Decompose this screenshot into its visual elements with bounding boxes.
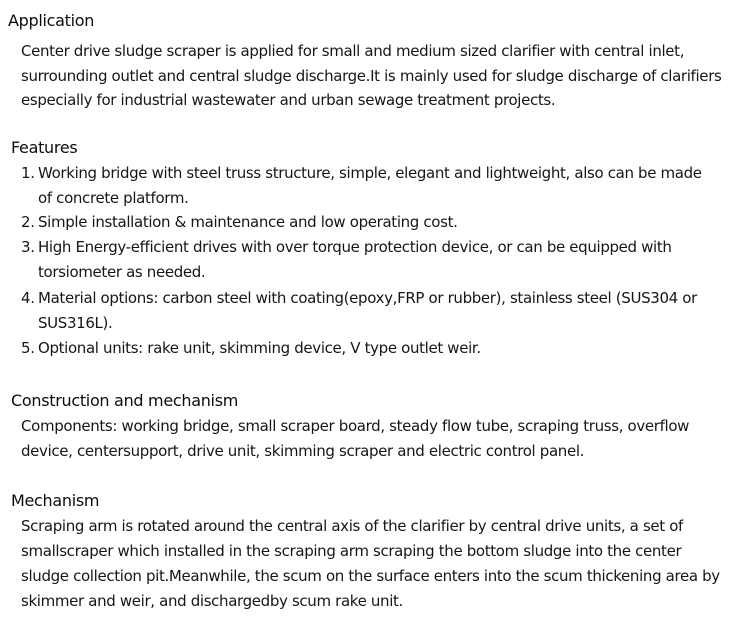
feature-text: Optional units: rake unit, skimming device, V type outlet weir. — [38, 339, 481, 357]
construction-text-line: Components: working bridge, small scraper board, steady flow tube, scraping truss, overflow — [21, 417, 690, 435]
mechanism-text-line: skimmer and weir, and dischargedby scum rake unit. — [21, 592, 403, 610]
feature-text: Working bridge with steel truss structure, simple, elegant and lightweight, also can be made — [38, 164, 702, 182]
features-heading: Features — [11, 138, 78, 157]
application-text-line: especially for industrial wastewater and urban sewage treatment projects. — [21, 91, 556, 109]
feature-text: Material options: carbon steel with coating(epoxy,FRP or rubber), stainless steel (SUS304 or — [38, 289, 697, 307]
mechanism-heading: Mechanism — [11, 491, 100, 510]
mechanism-text-line: Scraping arm is rotated around the central axis of the clarifier by central drive units, a set of — [21, 517, 683, 535]
feature-text-continuation: SUS316L). — [38, 314, 113, 332]
feature-number: 5. — [21, 339, 35, 357]
feature-text-continuation: torsiometer as needed. — [38, 263, 206, 281]
feature-text: High Energy-efficient drives with over torque protection device, or can be equipped with — [38, 238, 672, 256]
application-text-line: surrounding outlet and central sludge discharge.It is mainly used for sludge discharge of clarifiers — [21, 67, 722, 85]
application-heading: Application — [8, 11, 95, 30]
mechanism-text-line: sludge collection pit.Meanwhile, the scum on the surface enters into the scum thickening area by — [21, 567, 720, 585]
feature-text: Simple installation & maintenance and low operating cost. — [38, 213, 458, 231]
mechanism-text-line: smallscraper which installed in the scraping arm scraping the bottom sludge into the center — [21, 542, 682, 560]
construction-text-line: device, centersupport, drive unit, skimming scraper and electric control panel. — [21, 442, 585, 460]
feature-number: 1. — [21, 164, 35, 182]
feature-number: 2. — [21, 213, 35, 231]
application-text-line: Center drive sludge scraper is applied for small and medium sized clarifier with central inlet, — [21, 42, 685, 60]
construction-heading: Construction and mechanism — [11, 391, 239, 410]
feature-number: 3. — [21, 238, 35, 256]
feature-number: 4. — [21, 289, 35, 307]
feature-text-continuation: of concrete platform. — [38, 189, 189, 207]
